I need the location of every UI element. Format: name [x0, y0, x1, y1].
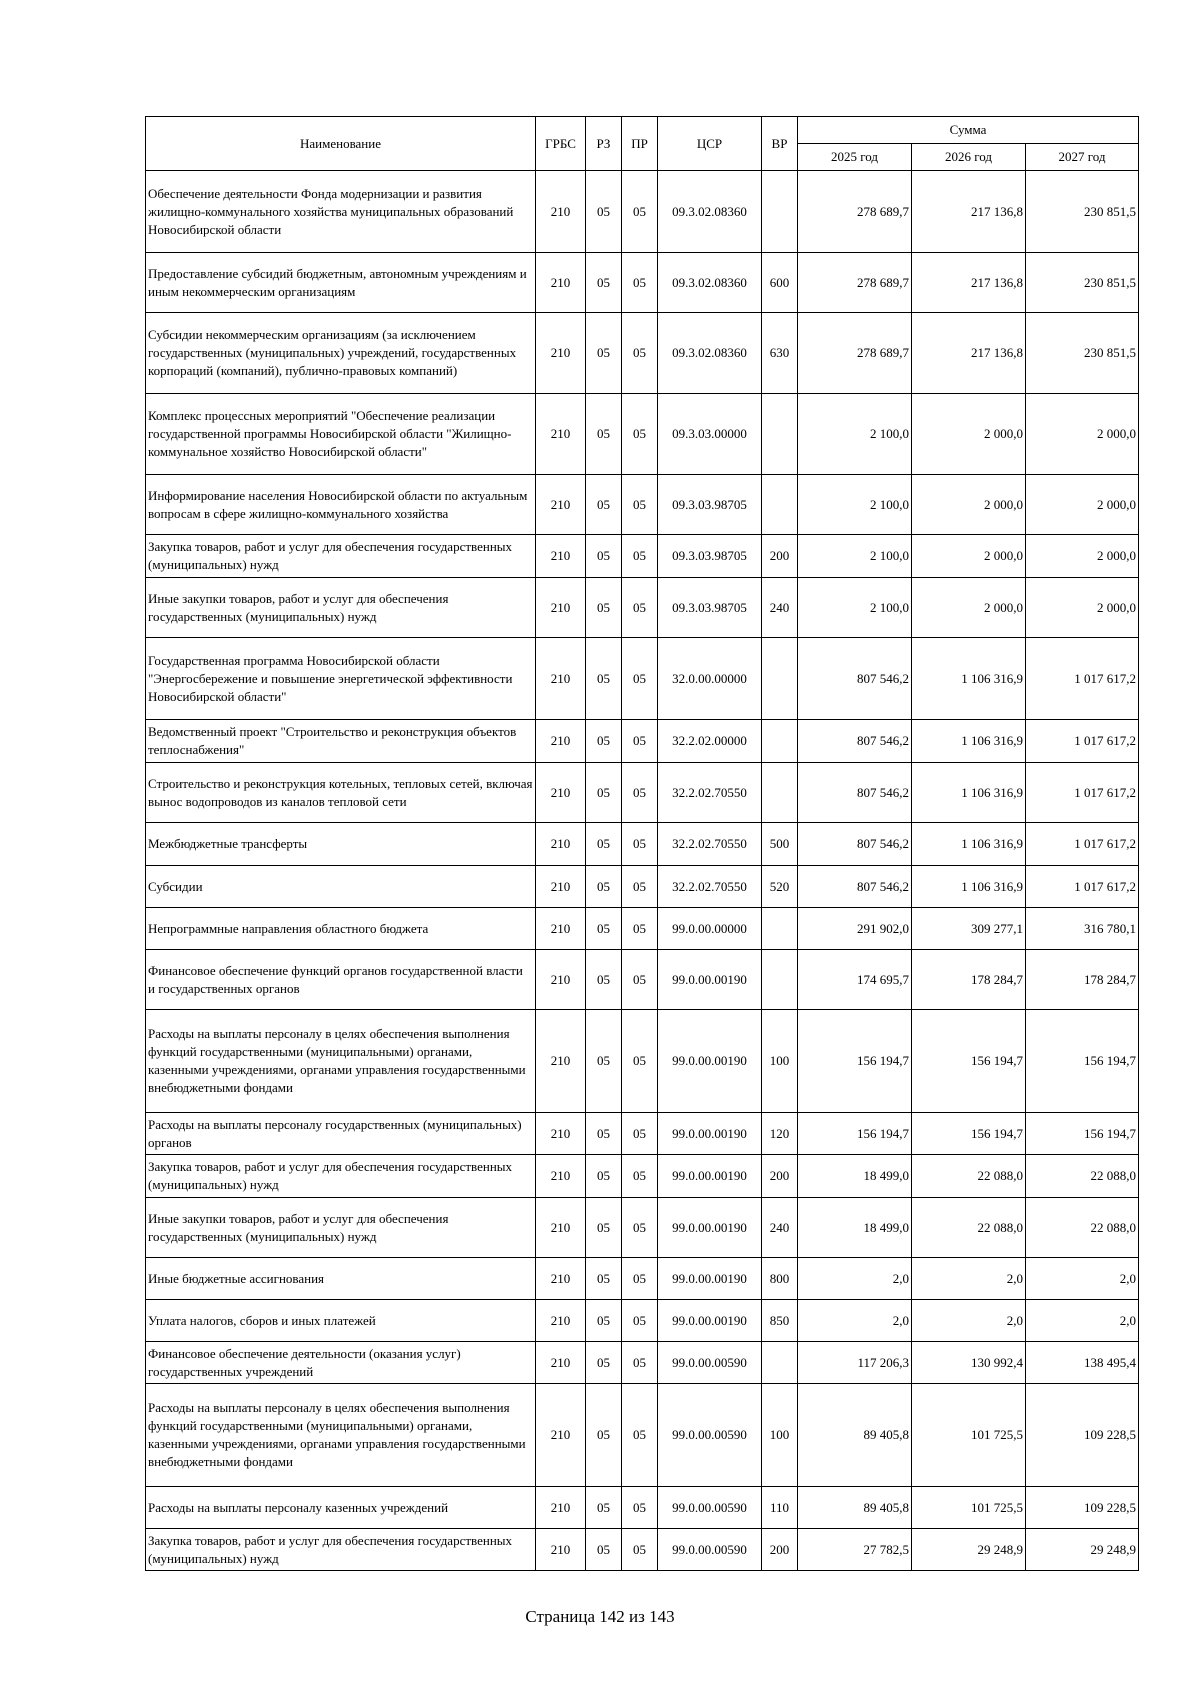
cell-csr: 99.0.00.00590 — [658, 1487, 762, 1529]
cell-sum-2027: 2 000,0 — [1026, 535, 1139, 578]
cell-name: Ведомственный проект "Строительство и реконструкция объектов теплоснабжения" — [146, 720, 536, 763]
cell-grbs: 210 — [536, 638, 586, 720]
cell-grbs: 210 — [536, 720, 586, 763]
cell-sum-2026: 217 136,8 — [912, 253, 1026, 313]
table-row — [146, 1155, 1139, 1198]
cell-csr: 09.3.03.98705 — [658, 578, 762, 638]
cell-vr: 800 — [762, 1258, 798, 1300]
cell-sum-2027: 230 851,5 — [1026, 171, 1139, 253]
cell-sum-2026: 1 106 316,9 — [912, 763, 1026, 823]
cell-sum-2025: 117 206,3 — [798, 1342, 912, 1384]
table-row — [146, 1487, 1139, 1529]
table-row — [146, 763, 1139, 823]
cell-rz: 05 — [586, 638, 622, 720]
cell-rz: 05 — [586, 1300, 622, 1342]
cell-csr: 99.0.00.00000 — [658, 908, 762, 950]
cell-rz: 05 — [586, 578, 622, 638]
cell-pr: 05 — [622, 1342, 658, 1384]
cell-sum-2025: 2 100,0 — [798, 394, 912, 475]
cell-csr: 99.0.00.00190 — [658, 1113, 762, 1155]
cell-vr: 600 — [762, 253, 798, 313]
cell-rz: 05 — [586, 475, 622, 535]
cell-grbs: 210 — [536, 313, 586, 394]
cell-rz: 05 — [586, 763, 622, 823]
table-body — [146, 171, 1139, 1571]
cell-sum-2026: 2,0 — [912, 1258, 1026, 1300]
header-year-2025: 2025 год — [798, 144, 912, 171]
cell-pr: 05 — [622, 475, 658, 535]
header-sum: Сумма — [798, 117, 1139, 144]
cell-vr: 850 — [762, 1300, 798, 1342]
cell-sum-2027: 178 284,7 — [1026, 950, 1139, 1010]
cell-grbs: 210 — [536, 1529, 586, 1571]
cell-rz: 05 — [586, 950, 622, 1010]
cell-sum-2026: 217 136,8 — [912, 171, 1026, 253]
cell-sum-2025: 2,0 — [798, 1258, 912, 1300]
cell-sum-2025: 89 405,8 — [798, 1487, 912, 1529]
table-row — [146, 1529, 1139, 1571]
cell-vr — [762, 475, 798, 535]
cell-grbs: 210 — [536, 1113, 586, 1155]
cell-vr: 630 — [762, 313, 798, 394]
cell-sum-2026: 178 284,7 — [912, 950, 1026, 1010]
cell-grbs: 210 — [536, 866, 586, 908]
cell-sum-2025: 278 689,7 — [798, 253, 912, 313]
cell-pr: 05 — [622, 1155, 658, 1198]
cell-sum-2026: 130 992,4 — [912, 1342, 1026, 1384]
cell-pr: 05 — [622, 535, 658, 578]
cell-sum-2027: 2,0 — [1026, 1258, 1139, 1300]
cell-pr: 05 — [622, 1384, 658, 1487]
cell-name: Иные закупки товаров, работ и услуг для обеспечения государственных (муниципальных) нужд — [146, 578, 536, 638]
cell-sum-2025: 156 194,7 — [798, 1010, 912, 1113]
cell-name: Финансовое обеспечение деятельности (оказания услуг) государственных учреждений — [146, 1342, 536, 1384]
cell-sum-2025: 2 100,0 — [798, 535, 912, 578]
table-row — [146, 394, 1139, 475]
cell-vr — [762, 950, 798, 1010]
cell-grbs: 210 — [536, 1487, 586, 1529]
cell-csr: 09.3.03.00000 — [658, 394, 762, 475]
cell-grbs: 210 — [536, 1258, 586, 1300]
table-row — [146, 171, 1139, 253]
cell-rz: 05 — [586, 908, 622, 950]
cell-name: Субсидии некоммерческим организациям (за исключением государственных (муниципальных) учреждений, государственных корпораций (компаний), публично-правовых компаний) — [146, 313, 536, 394]
header-csr: ЦСР — [658, 117, 762, 171]
cell-sum-2026: 2,0 — [912, 1300, 1026, 1342]
cell-sum-2027: 1 017 617,2 — [1026, 720, 1139, 763]
cell-sum-2027: 2 000,0 — [1026, 578, 1139, 638]
cell-rz: 05 — [586, 1529, 622, 1571]
cell-sum-2027: 29 248,9 — [1026, 1529, 1139, 1571]
cell-sum-2025: 156 194,7 — [798, 1113, 912, 1155]
cell-sum-2026: 29 248,9 — [912, 1529, 1026, 1571]
cell-sum-2026: 101 725,5 — [912, 1487, 1026, 1529]
cell-sum-2026: 22 088,0 — [912, 1198, 1026, 1258]
cell-grbs: 210 — [536, 1300, 586, 1342]
cell-csr: 99.0.00.00590 — [658, 1529, 762, 1571]
cell-rz: 05 — [586, 253, 622, 313]
cell-rz: 05 — [586, 394, 622, 475]
cell-name: Комплекс процессных мероприятий "Обеспечение реализации государственной программы Новосибирской области "Жилищно-коммунальное хозяйство Новосибирской области" — [146, 394, 536, 475]
cell-vr: 200 — [762, 1155, 798, 1198]
cell-sum-2025: 807 546,2 — [798, 720, 912, 763]
table-row — [146, 1113, 1139, 1155]
cell-rz: 05 — [586, 1258, 622, 1300]
table-row — [146, 313, 1139, 394]
cell-sum-2025: 2 100,0 — [798, 578, 912, 638]
cell-csr: 99.0.00.00190 — [658, 1198, 762, 1258]
cell-sum-2025: 18 499,0 — [798, 1198, 912, 1258]
cell-pr: 05 — [622, 908, 658, 950]
cell-csr: 09.3.03.98705 — [658, 535, 762, 578]
cell-name: Строительство и реконструкция котельных, тепловых сетей, включая вынос водопроводов из каналов тепловой сети — [146, 763, 536, 823]
cell-rz: 05 — [586, 1384, 622, 1487]
cell-vr: 200 — [762, 1529, 798, 1571]
cell-sum-2026: 1 106 316,9 — [912, 823, 1026, 866]
cell-sum-2027: 2,0 — [1026, 1300, 1139, 1342]
cell-sum-2026: 309 277,1 — [912, 908, 1026, 950]
cell-sum-2026: 2 000,0 — [912, 535, 1026, 578]
cell-rz: 05 — [586, 1487, 622, 1529]
cell-csr: 99.0.00.00190 — [658, 1300, 762, 1342]
cell-pr: 05 — [622, 720, 658, 763]
cell-grbs: 210 — [536, 1010, 586, 1113]
cell-csr: 32.2.02.70550 — [658, 763, 762, 823]
cell-csr: 99.0.00.00190 — [658, 1010, 762, 1113]
cell-pr: 05 — [622, 1198, 658, 1258]
cell-sum-2027: 156 194,7 — [1026, 1113, 1139, 1155]
cell-sum-2025: 174 695,7 — [798, 950, 912, 1010]
cell-pr: 05 — [622, 823, 658, 866]
cell-grbs: 210 — [536, 1342, 586, 1384]
header-year-2027: 2027 год — [1026, 144, 1139, 171]
table-row — [146, 950, 1139, 1010]
cell-sum-2027: 2 000,0 — [1026, 475, 1139, 535]
cell-grbs: 210 — [536, 908, 586, 950]
cell-grbs: 210 — [536, 1384, 586, 1487]
cell-grbs: 210 — [536, 763, 586, 823]
cell-name: Субсидии — [146, 866, 536, 908]
cell-vr: 240 — [762, 1198, 798, 1258]
cell-grbs: 210 — [536, 171, 586, 253]
cell-rz: 05 — [586, 313, 622, 394]
cell-vr — [762, 763, 798, 823]
cell-csr: 99.0.00.00190 — [658, 1258, 762, 1300]
cell-sum-2025: 291 902,0 — [798, 908, 912, 950]
cell-vr: 100 — [762, 1010, 798, 1113]
cell-sum-2025: 18 499,0 — [798, 1155, 912, 1198]
cell-sum-2025: 807 546,2 — [798, 823, 912, 866]
table-row — [146, 1300, 1139, 1342]
cell-sum-2027: 316 780,1 — [1026, 908, 1139, 950]
cell-rz: 05 — [586, 823, 622, 866]
cell-sum-2025: 2 100,0 — [798, 475, 912, 535]
cell-csr: 32.0.00.00000 — [658, 638, 762, 720]
table-row — [146, 908, 1139, 950]
cell-grbs: 210 — [536, 253, 586, 313]
cell-csr: 99.0.00.00190 — [658, 950, 762, 1010]
cell-grbs: 210 — [536, 394, 586, 475]
table-row — [146, 866, 1139, 908]
cell-sum-2026: 2 000,0 — [912, 578, 1026, 638]
page-number: Страница 142 из 143 — [525, 1607, 675, 1626]
table-row — [146, 535, 1139, 578]
cell-grbs: 210 — [536, 578, 586, 638]
cell-csr: 32.2.02.00000 — [658, 720, 762, 763]
cell-csr: 99.0.00.00590 — [658, 1342, 762, 1384]
cell-name: Закупка товаров, работ и услуг для обеспечения государственных (муниципальных) нужд — [146, 1529, 536, 1571]
cell-sum-2027: 2 000,0 — [1026, 394, 1139, 475]
cell-sum-2025: 278 689,7 — [798, 313, 912, 394]
cell-vr — [762, 720, 798, 763]
table-row — [146, 1010, 1139, 1113]
cell-sum-2027: 138 495,4 — [1026, 1342, 1139, 1384]
cell-name: Иные закупки товаров, работ и услуг для обеспечения государственных (муниципальных) нужд — [146, 1198, 536, 1258]
cell-name: Иные бюджетные ассигнования — [146, 1258, 536, 1300]
cell-pr: 05 — [622, 1010, 658, 1113]
cell-sum-2026: 2 000,0 — [912, 475, 1026, 535]
cell-sum-2026: 217 136,8 — [912, 313, 1026, 394]
cell-vr: 100 — [762, 1384, 798, 1487]
cell-name: Непрограммные направления областного бюджета — [146, 908, 536, 950]
cell-name: Расходы на выплаты персоналу в целях обеспечения выполнения функций государственными (муниципальными) органами, казенными учреждениями, органами управления государственными внебюджетными фондами — [146, 1010, 536, 1113]
cell-pr: 05 — [622, 578, 658, 638]
cell-pr: 05 — [622, 1113, 658, 1155]
cell-name: Межбюджетные трансферты — [146, 823, 536, 866]
cell-sum-2027: 22 088,0 — [1026, 1198, 1139, 1258]
table-row — [146, 578, 1139, 638]
cell-pr: 05 — [622, 1258, 658, 1300]
cell-rz: 05 — [586, 1342, 622, 1384]
cell-csr: 09.3.02.08360 — [658, 171, 762, 253]
cell-vr: 240 — [762, 578, 798, 638]
cell-sum-2026: 1 106 316,9 — [912, 638, 1026, 720]
cell-pr: 05 — [622, 1529, 658, 1571]
cell-sum-2027: 109 228,5 — [1026, 1384, 1139, 1487]
cell-name: Расходы на выплаты персоналу казенных учреждений — [146, 1487, 536, 1529]
cell-pr: 05 — [622, 866, 658, 908]
cell-sum-2025: 2,0 — [798, 1300, 912, 1342]
cell-vr: 520 — [762, 866, 798, 908]
table-row — [146, 638, 1139, 720]
cell-rz: 05 — [586, 1113, 622, 1155]
cell-grbs: 210 — [536, 1155, 586, 1198]
cell-grbs: 210 — [536, 475, 586, 535]
cell-grbs: 210 — [536, 1198, 586, 1258]
cell-sum-2025: 807 546,2 — [798, 866, 912, 908]
cell-sum-2025: 807 546,2 — [798, 763, 912, 823]
cell-sum-2026: 1 106 316,9 — [912, 720, 1026, 763]
cell-rz: 05 — [586, 1010, 622, 1113]
cell-sum-2026: 2 000,0 — [912, 394, 1026, 475]
cell-csr: 09.3.03.98705 — [658, 475, 762, 535]
cell-vr: 120 — [762, 1113, 798, 1155]
cell-rz: 05 — [586, 866, 622, 908]
cell-sum-2027: 1 017 617,2 — [1026, 638, 1139, 720]
cell-vr: 110 — [762, 1487, 798, 1529]
cell-csr: 99.0.00.00190 — [658, 1155, 762, 1198]
cell-csr: 09.3.02.08360 — [658, 313, 762, 394]
cell-pr: 05 — [622, 1487, 658, 1529]
cell-grbs: 210 — [536, 950, 586, 1010]
cell-sum-2027: 1 017 617,2 — [1026, 823, 1139, 866]
cell-name: Уплата налогов, сборов и иных платежей — [146, 1300, 536, 1342]
cell-sum-2026: 22 088,0 — [912, 1155, 1026, 1198]
cell-name: Обеспечение деятельности Фонда модернизации и развития жилищно-коммунального хозяйства муниципальных образований Новосибирской области — [146, 171, 536, 253]
table-row — [146, 1258, 1139, 1300]
cell-sum-2025: 278 689,7 — [798, 171, 912, 253]
cell-sum-2027: 1 017 617,2 — [1026, 866, 1139, 908]
cell-sum-2027: 230 851,5 — [1026, 253, 1139, 313]
cell-csr: 32.2.02.70550 — [658, 866, 762, 908]
header-name: Наименование — [146, 117, 536, 171]
cell-vr — [762, 638, 798, 720]
table-row — [146, 1384, 1139, 1487]
cell-vr — [762, 171, 798, 253]
cell-csr: 09.3.02.08360 — [658, 253, 762, 313]
cell-rz: 05 — [586, 171, 622, 253]
cell-rz: 05 — [586, 1155, 622, 1198]
cell-name: Расходы на выплаты персоналу в целях обеспечения выполнения функций государственными (муниципальными) органами, казенными учреждениями, органами управления государственными внебюджетными фондами — [146, 1384, 536, 1487]
cell-sum-2025: 89 405,8 — [798, 1384, 912, 1487]
header-grbs: ГРБС — [536, 117, 586, 171]
header-year-2026: 2026 год — [912, 144, 1026, 171]
cell-name: Закупка товаров, работ и услуг для обеспечения государственных (муниципальных) нужд — [146, 535, 536, 578]
cell-pr: 05 — [622, 950, 658, 1010]
cell-pr: 05 — [622, 171, 658, 253]
cell-vr — [762, 394, 798, 475]
cell-vr — [762, 1342, 798, 1384]
cell-rz: 05 — [586, 720, 622, 763]
cell-name: Государственная программа Новосибирской области "Энергосбережение и повышение энергетической эффективности Новосибирской области" — [146, 638, 536, 720]
table-row — [146, 1198, 1139, 1258]
header-row-top — [146, 117, 1139, 144]
cell-sum-2027: 156 194,7 — [1026, 1010, 1139, 1113]
table-row — [146, 823, 1139, 866]
cell-rz: 05 — [586, 1198, 622, 1258]
cell-name: Закупка товаров, работ и услуг для обеспечения государственных (муниципальных) нужд — [146, 1155, 536, 1198]
cell-pr: 05 — [622, 763, 658, 823]
budget-table — [145, 116, 1139, 1571]
cell-sum-2025: 27 782,5 — [798, 1529, 912, 1571]
cell-pr: 05 — [622, 253, 658, 313]
cell-sum-2027: 109 228,5 — [1026, 1487, 1139, 1529]
cell-vr: 200 — [762, 535, 798, 578]
table-row — [146, 475, 1139, 535]
cell-name: Информирование населения Новосибирской области по актуальным вопросам в сфере жилищно-коммунального хозяйства — [146, 475, 536, 535]
table-row — [146, 720, 1139, 763]
cell-sum-2026: 1 106 316,9 — [912, 866, 1026, 908]
cell-sum-2027: 1 017 617,2 — [1026, 763, 1139, 823]
table-row — [146, 1342, 1139, 1384]
cell-sum-2026: 101 725,5 — [912, 1384, 1026, 1487]
header-rz: РЗ — [586, 117, 622, 171]
cell-name: Предоставление субсидий бюджетным, автономным учреждениям и иным некоммерческим организациям — [146, 253, 536, 313]
cell-pr: 05 — [622, 638, 658, 720]
cell-vr — [762, 908, 798, 950]
header-vr: ВР — [762, 117, 798, 171]
cell-pr: 05 — [622, 313, 658, 394]
cell-pr: 05 — [622, 1300, 658, 1342]
header-pr: ПР — [622, 117, 658, 171]
cell-sum-2025: 807 546,2 — [798, 638, 912, 720]
cell-sum-2027: 22 088,0 — [1026, 1155, 1139, 1198]
cell-grbs: 210 — [536, 823, 586, 866]
cell-grbs: 210 — [536, 535, 586, 578]
cell-rz: 05 — [586, 535, 622, 578]
cell-vr: 500 — [762, 823, 798, 866]
cell-sum-2026: 156 194,7 — [912, 1113, 1026, 1155]
table-row — [146, 253, 1139, 313]
cell-sum-2027: 230 851,5 — [1026, 313, 1139, 394]
cell-csr: 99.0.00.00590 — [658, 1384, 762, 1487]
cell-sum-2026: 156 194,7 — [912, 1010, 1026, 1113]
cell-pr: 05 — [622, 394, 658, 475]
cell-name: Финансовое обеспечение функций органов государственной власти и государственных органов — [146, 950, 536, 1010]
cell-csr: 32.2.02.70550 — [658, 823, 762, 866]
cell-name: Расходы на выплаты персоналу государственных (муниципальных) органов — [146, 1113, 536, 1155]
